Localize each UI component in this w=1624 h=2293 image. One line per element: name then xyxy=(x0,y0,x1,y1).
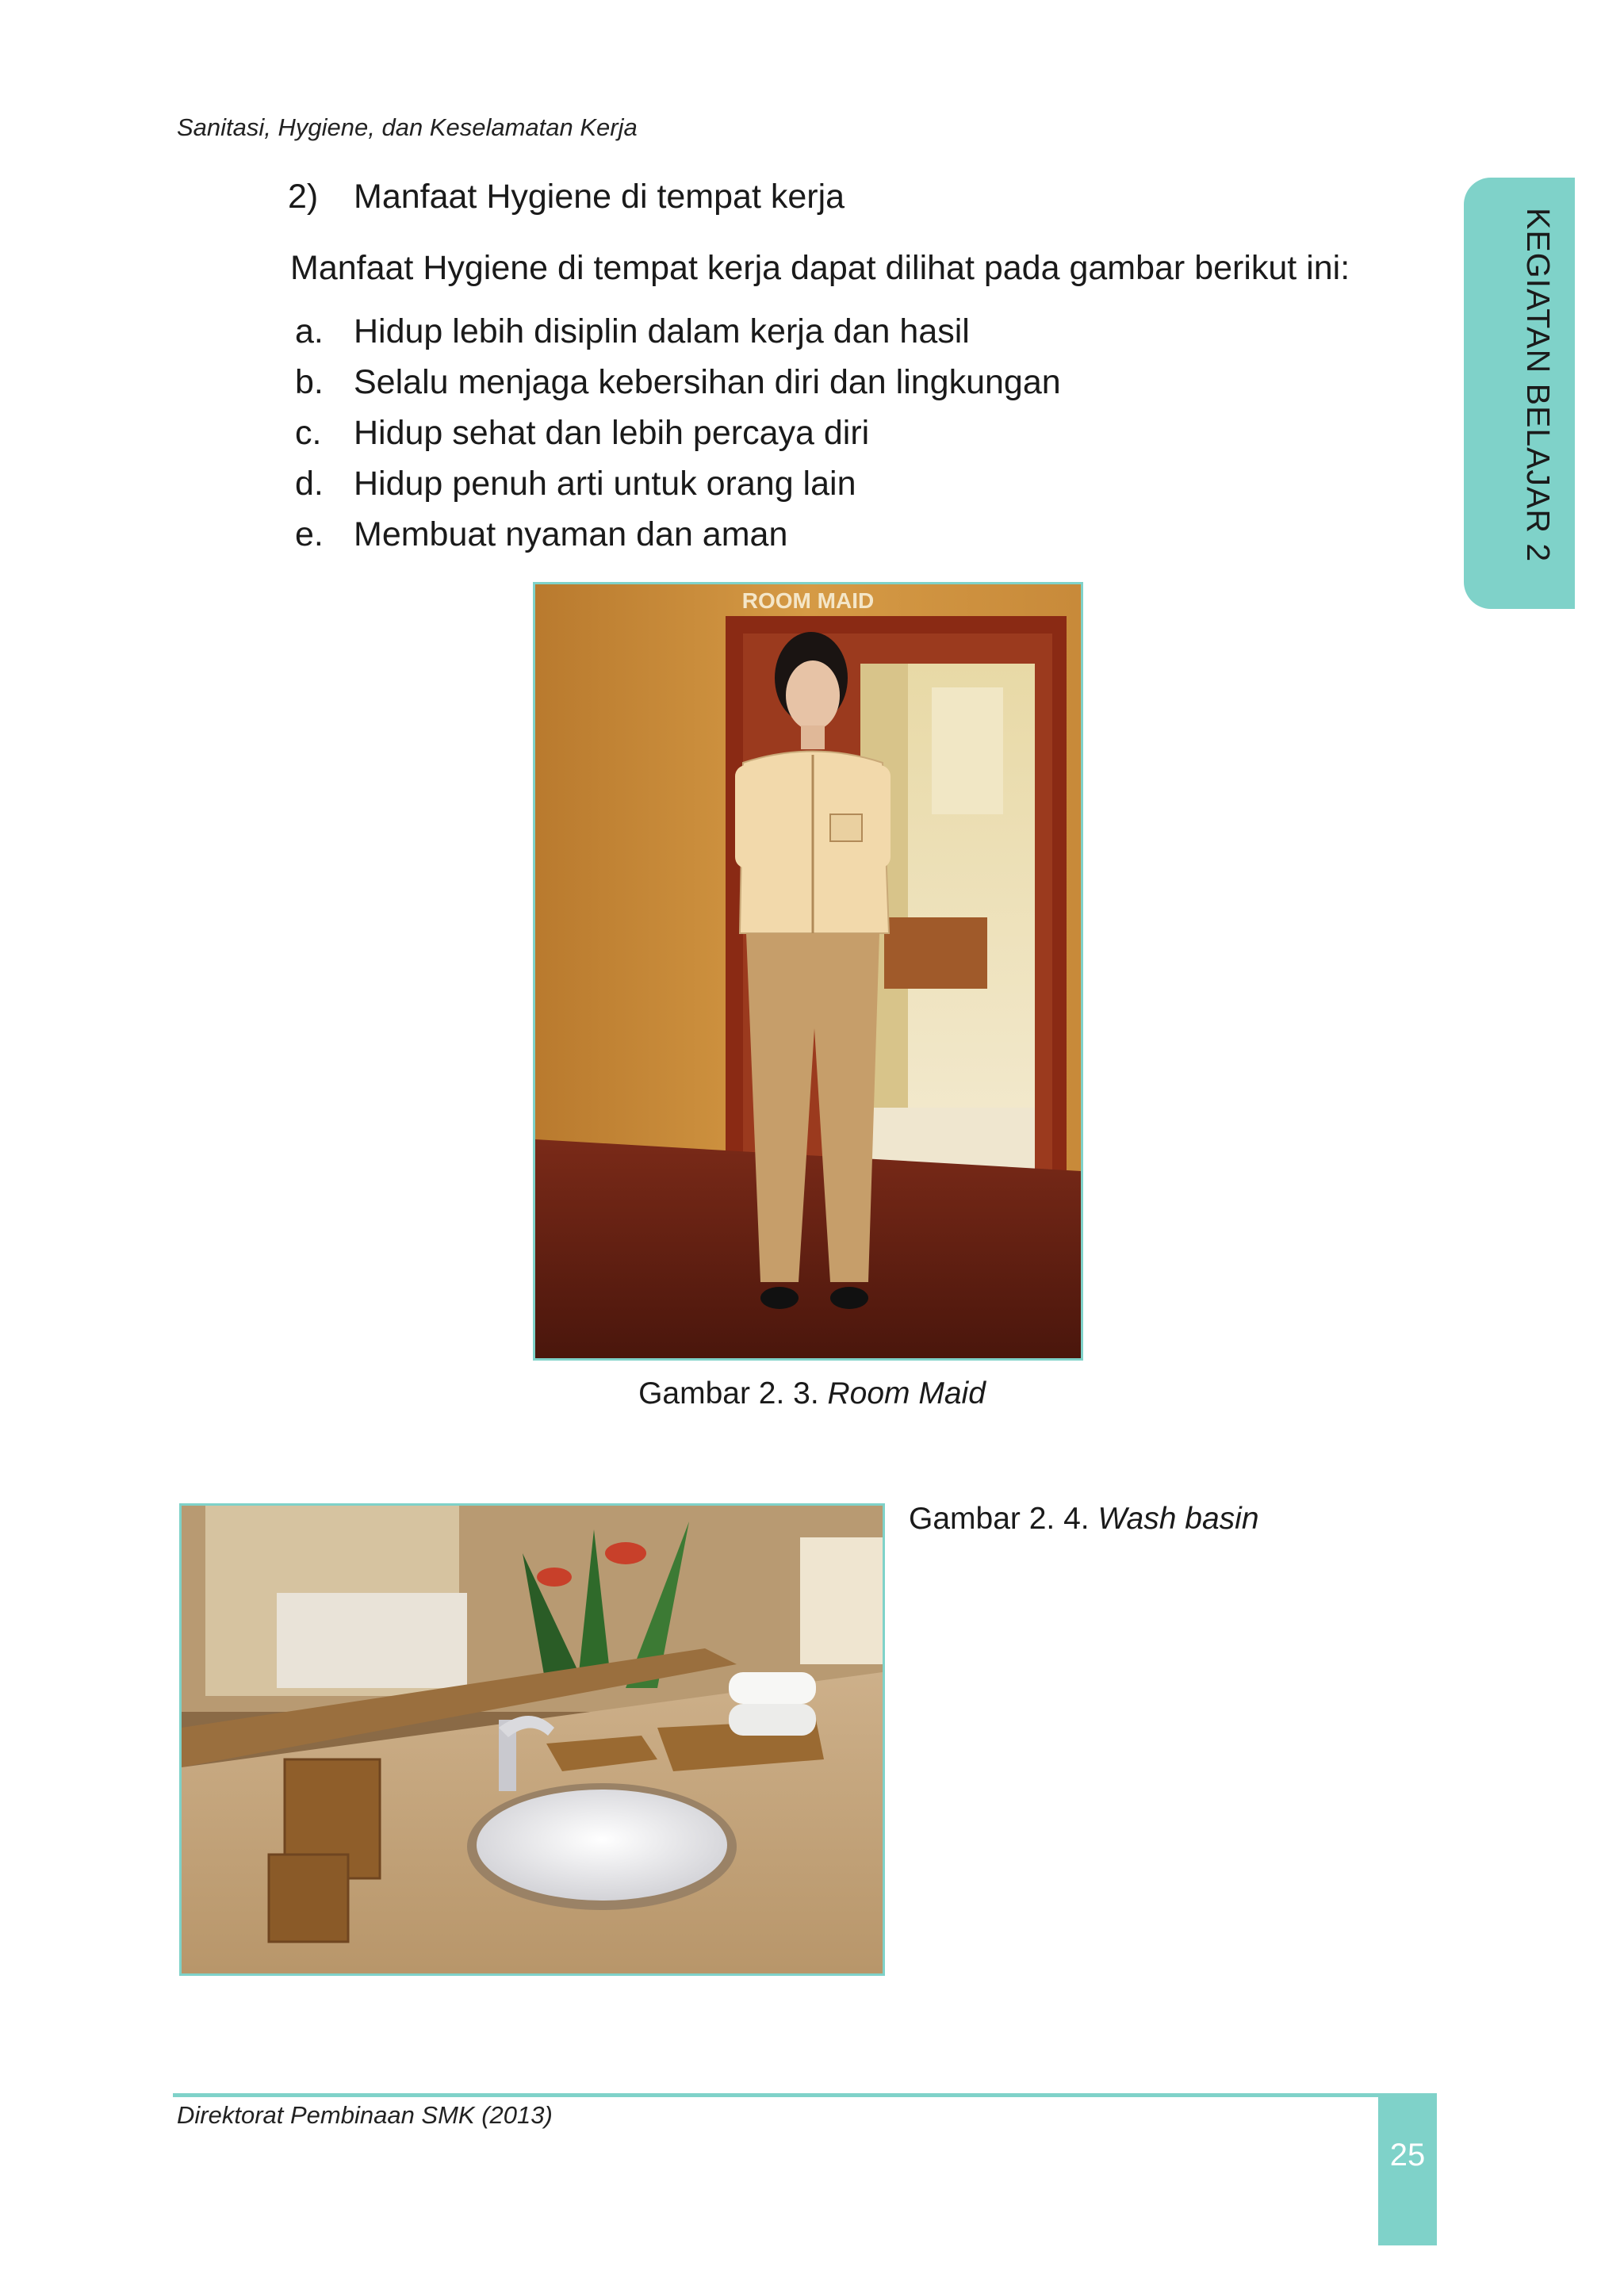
list-marker: e. xyxy=(295,515,324,553)
figure-caption-wash-basin xyxy=(909,1502,1259,1537)
list-text: Hidup lebih disiplin dalam kerja dan hasil xyxy=(354,312,970,350)
list-text: Selalu menjaga kebersihan diri dan lingkungan xyxy=(354,363,1061,401)
benefit-list xyxy=(295,306,1061,560)
list-item xyxy=(295,306,1061,357)
wash-basin-image xyxy=(179,1503,885,1976)
list-text: Hidup sehat dan lebih percaya diri xyxy=(354,414,870,452)
list-marker: b. xyxy=(295,363,324,401)
section-number: 2) xyxy=(288,178,319,216)
caption-prefix: Gambar 2. 4. xyxy=(909,1502,1090,1536)
list-item xyxy=(295,509,1061,560)
list-marker: c. xyxy=(295,414,322,452)
room-maid-image xyxy=(533,582,1083,1361)
list-item xyxy=(295,357,1061,408)
running-header: Sanitasi, Hygiene, dan Keselamatan Kerja xyxy=(177,113,638,141)
caption-title: Wash basin xyxy=(1097,1502,1259,1536)
room-maid-illustration xyxy=(535,584,1081,1358)
footer-rule xyxy=(173,2093,1378,2097)
section-title: Manfaat Hygiene di tempat kerja xyxy=(354,178,845,216)
wash-basin-illustration xyxy=(182,1506,883,1973)
section-heading xyxy=(288,178,845,216)
list-marker: d. xyxy=(295,465,324,503)
footer-text: Direktorat Pembinaan SMK (2013) xyxy=(177,2101,553,2129)
section-intro: Manfaat Hygiene di tempat kerja dapat dilihat pada gambar berikut ini: xyxy=(290,249,1350,287)
list-text: Hidup penuh arti untuk orang lain xyxy=(354,465,856,503)
list-item xyxy=(295,458,1061,509)
figure-caption-room-maid xyxy=(0,1376,1624,1411)
page-number: 25 xyxy=(1389,2138,1426,2172)
caption-title: Room Maid xyxy=(827,1376,986,1411)
side-tab-label: KEGIATAN BELAJAR 2 xyxy=(1520,208,1557,563)
room-maid-sign: ROOM MAID xyxy=(741,588,875,613)
list-text: Membuat nyaman dan aman xyxy=(354,515,788,553)
list-item xyxy=(295,408,1061,458)
list-marker: a. xyxy=(295,312,324,350)
caption-prefix: Gambar 2. 3. xyxy=(638,1376,819,1411)
